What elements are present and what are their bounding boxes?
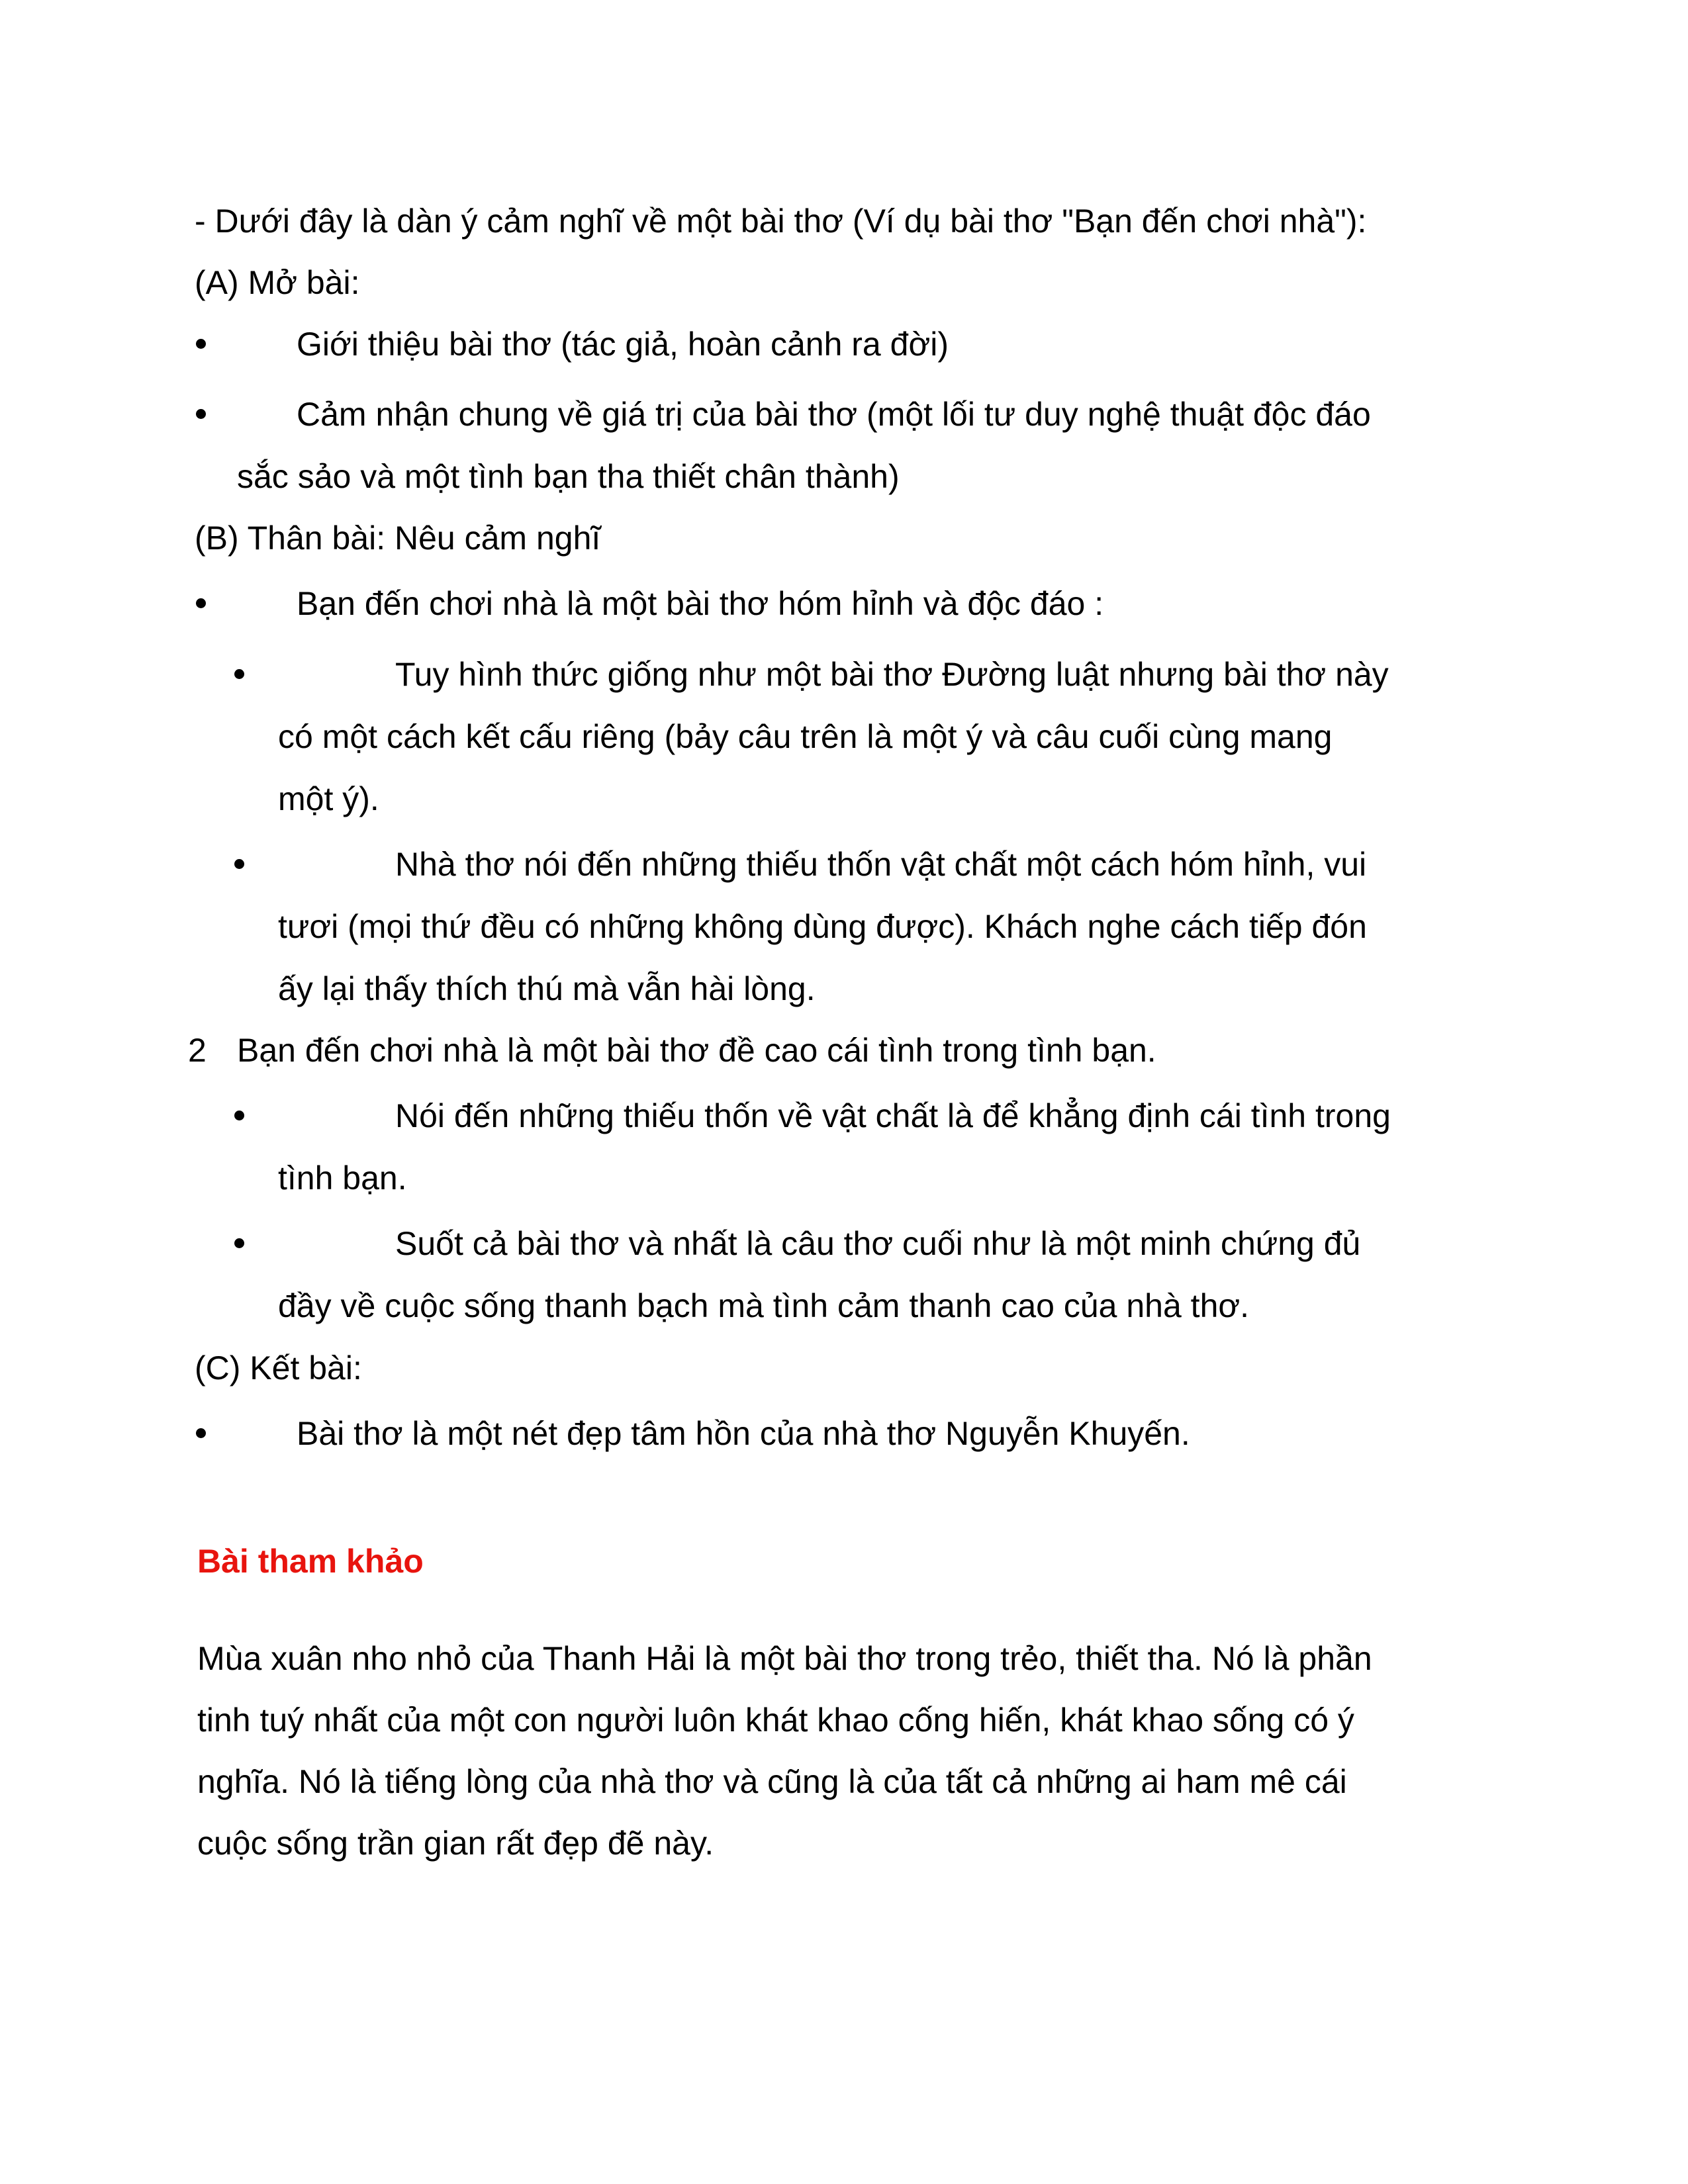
- bullet-icon: [234, 1111, 244, 1120]
- section-b-title: (B) Thân bài: Nêu cảm nghĩ: [195, 520, 601, 557]
- section-a-item-2: Cảm nhận chung về giá trị của bài thơ (một lối tư duy nghệ thuật độc đáo: [297, 396, 1371, 433]
- section-b-point-2-number: 2: [188, 1032, 207, 1069]
- section-a-item-1: Giới thiệu bài thơ (tác giả, hoàn cảnh ra đời): [297, 326, 949, 363]
- reference-line-4: cuộc sống trần gian rất đẹp đẽ này.: [197, 1825, 714, 1862]
- section-b-point-1: Bạn đến chơi nhà là một bài thơ hóm hỉnh và độc đáo :: [297, 585, 1104, 622]
- reference-line-3: nghĩa. Nó là tiếng lòng của nhà thơ và cũng là của tất cả những ai ham mê cái: [197, 1763, 1347, 1800]
- sub2-a-line-2: tình bạn.: [278, 1160, 407, 1197]
- section-b-point-2: Bạn đến chơi nhà là một bài thơ đề cao cái tình trong tình bạn.: [237, 1032, 1156, 1069]
- bullet-icon: [196, 598, 206, 608]
- reference-heading: Bài tham khảo: [197, 1543, 424, 1580]
- bullet-icon: [234, 1238, 244, 1248]
- section-c-title: (C) Kết bài:: [195, 1349, 362, 1387]
- sub1-b-line-3: ấy lại thấy thích thú mà vẫn hài lòng.: [278, 970, 816, 1007]
- sub2-a-line-1: Nói đến những thiếu thốn về vật chất là để khẳng định cái tình trong: [395, 1097, 1391, 1134]
- reference-line-2: tinh tuý nhất của một con người luôn khát khao cống hiến, khát khao sống có ý: [197, 1702, 1354, 1739]
- sub1-a-line-1: Tuy hình thức giống như một bài thơ Đường luật nhưng bài thơ này: [395, 656, 1389, 693]
- section-a-title: (A) Mở bài:: [195, 264, 360, 301]
- bullet-icon: [196, 409, 206, 419]
- sub2-b-line-2: đầy về cuộc sống thanh bạch mà tình cảm thanh cao của nhà thơ.: [278, 1287, 1250, 1324]
- sub1-b-line-2: tươi (mọi thứ đều có những không dùng được). Khách nghe cách tiếp đón: [278, 908, 1367, 945]
- bullet-icon: [196, 1428, 206, 1438]
- sub1-a-line-3: một ý).: [278, 780, 379, 817]
- sub2-b-line-1: Suốt cả bài thơ và nhất là câu thơ cuối như là một minh chứng đủ: [395, 1225, 1361, 1262]
- bullet-icon: [234, 859, 244, 869]
- sub1-a-line-2: có một cách kết cấu riêng (bảy câu trên là một ý và câu cuối cùng mang: [278, 718, 1333, 755]
- bullet-icon: [196, 339, 206, 349]
- bullet-icon: [234, 669, 244, 679]
- outline-intro: - Dưới đây là dàn ý cảm nghĩ về một bài thơ (Ví dụ bài thơ "Bạn đến chơi nhà"):: [195, 203, 1367, 240]
- sub1-b-line-1: Nhà thơ nói đến những thiếu thốn vật chất một cách hóm hỉnh, vui: [395, 846, 1367, 883]
- section-a-item-2-cont: sắc sảo và một tình bạn tha thiết chân thành): [237, 458, 900, 495]
- section-c-item: Bài thơ là một nét đẹp tâm hồn của nhà thơ Nguyễn Khuyến.: [297, 1415, 1190, 1452]
- reference-line-1: Mùa xuân nho nhỏ của Thanh Hải là một bài thơ trong trẻo, thiết tha. Nó là phần: [197, 1640, 1372, 1677]
